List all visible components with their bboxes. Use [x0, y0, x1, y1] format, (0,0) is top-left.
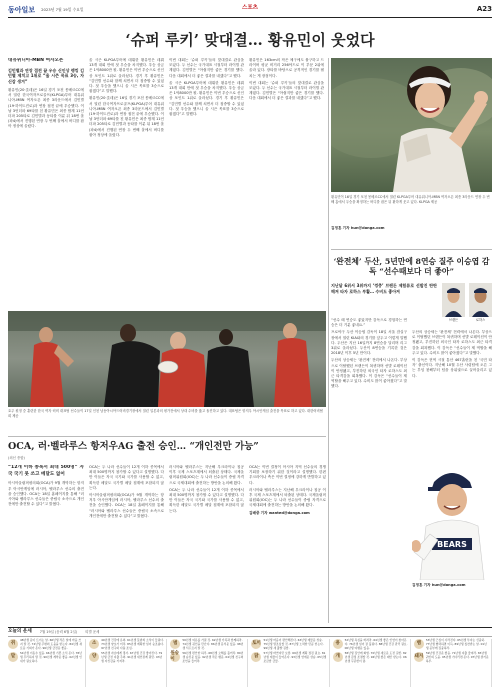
player-name-1: 브랜든: [448, 318, 459, 322]
fortune-item: [8, 652, 83, 663]
article1-headline: ‘슈퍼 루키’ 맞대결… 황유민이 웃었다: [125, 31, 375, 49]
fortune-text: 59년생 건강운 좋음. 71년생 지출 줄여라. 83년생 귀인의 도움. 95년생 기다리면 온다. 07년생 즐거운 하루.: [425, 651, 489, 663]
section-label: 스포츠: [242, 5, 258, 11]
fortune-column: [251, 639, 329, 687]
masthead: [8, 4, 492, 18]
article1-paragraph: 이번 대회는 ‘슈퍼 루키’들의 맞대결로 관심을 모았다. 두 선수는 국가대표 시절부터 라이벌 관계였다. 김민별은 “아쉽지만 좋은 경기를 했다. 다음 대회에서 더 좋은 결과를 내겠다”고 했다.: [169, 58, 244, 78]
fortune-item: [251, 639, 326, 650]
article1-column-2: [89, 58, 164, 305]
golfer-photo-image: [331, 58, 492, 192]
issue-date: 2023년 7월 19일 수요일: [41, 7, 84, 13]
fortune-item: [333, 652, 408, 663]
player-name-2: 로하스: [475, 318, 486, 322]
article3-lede: 지난달 6위서 3위까지 ‘껑충’ 브랜든 제합류로 선발진 탄탄해져 타자 로하스 부활… 수비도 좋아져: [331, 283, 437, 294]
fortune-item: [414, 652, 489, 663]
newspaper-logo: 동아일보: [8, 5, 36, 14]
article2-paragraph: OCA는 이번 결정이 아시아 지역 선수들의 경쟁 기회를 보장하기 위한 것이라고 설명했다. 한편 우크라이나 측은 이번 결정에 강하게 반발하고 있다.: [249, 465, 326, 485]
divider: [331, 249, 492, 250]
article3-lede-block: [331, 283, 437, 315]
golfer-photo-caption: 황유민이 16일 경기 포천 몽베르CC에서 열린 KLPGA투어 대유위니아-MBN 여자오픈 최종 3라운드 연장 두 번째 홀에서 우승을 확정하는 버디를 잡은 뒤 환하게 웃고 있다. KLPGA 제공: [331, 195, 490, 204]
fortune-text: 49년생 건강에 유의. 61년생 뜻밖의 소식이 들린다. 73년생 양보가 미덕. 85년생 계획한 일이 순조롭다. 97년생 친구와 다툼 조심.: [101, 638, 165, 650]
article2-byline: 김배중 기자 wanted@donga.com: [249, 510, 310, 515]
zodiac-icon: 소: [89, 639, 99, 649]
divider: [8, 436, 326, 437]
fortune-column: [414, 639, 492, 687]
article2-source: (외신 종합): [8, 456, 25, 460]
fortune-item: [89, 652, 164, 663]
fortune-text: 48년생 운이 트이는 날. 60년생 작은 일에 마음 쓰지 말 것. 72년생 주변의 도움을 받는다. 84년생 새로운 기회가 온다. 96년생 금전운 좋음.: [20, 638, 82, 650]
fortune-text: 53년생 근심이 사라진다. 65년생 투자는 신중히. 77년생 협력하면 이득. 89년생 칭찬받는 날. 01년생 공부에 집중하라.: [425, 638, 487, 650]
article1-lede: 김민별과 연장 접전 끝 우승 신인상 랭킹 김민별 제치고 1위로 “올 시즌 목표 3승, 자신감 생겨”: [8, 67, 84, 85]
fortune-text: 51년생 마음이 편안해진다. 63년생 재물운 상승. 75년생 말조심할 것. 87년생 노력한 만큼 얻는다. 99년생 새 출발 길함.: [263, 638, 324, 650]
article2-paragraph: 러시아와 벨라루스는 지난해 우크라이나 침공 이후 국제 스포츠계에서 퇴출된 상태다. 국제올림픽위원회(IOC)는 두 나라 선수들이 중립 자격으로 국제대회에 출전하는 방안을 논의해 왔다.: [249, 487, 326, 508]
fortune-note: 띠별 운세: [85, 629, 100, 634]
article1-paragraph: 올 시즌 KLPGA투어에 데뷔한 황유민은 데뷔 13개 대회 만에 첫 우승을 차지했다. 우승 상금은 1억8000만 원. 황유민은 이번 우승으로 신인상 포인트 1위로 올라섰다. 경기 후 황유민은 “김민별 선수와 함께 치면서 더 집중할 수 있었다. 첫 우승을 했으니 올 시즌 목표를 3승으로 잡겠다”고 말했다.: [89, 58, 164, 94]
zodiac-icon: 범: [170, 639, 180, 649]
fortune-date: 7월 19일 (음력 6월 2일): [39, 629, 78, 634]
article2-column-1: [8, 465, 84, 623]
fortune-text: 58년생 집안에 화합. 70년생 새로운 도전 길함. 82년생 감정 조절할 것. 94년생 좋은 제안 받는다. 06년생 꾸준함이 답.: [344, 651, 407, 663]
article3-paragraph: “선수 때 연승도 좋았지만 감독으로 경험하는 연승은 더 기분 좋네요.”: [331, 318, 407, 328]
zodiac-icon: 돼지: [414, 652, 424, 662]
fortune-text: 52년생 욕심을 버려라. 64년생 좋은 인연이 찾아온다. 76년생 일이 잘 풀린다. 88년생 건강 관리 필요. 00년생 여행운 있음.: [344, 638, 408, 650]
article3-paragraph: 두산의 상승세는 ‘완전체’ 전력에서 나온다. 부상으로 이탈했던 브랜든이 복귀하며 선발 로테이션이 안정됐고, 부진하던 외국인 타자 로하스도 최근 타격감을 회복했다. 이 감독은 “선수들이 제 역할을 해주고 있다. 수비도 많이 좋아졌다”고 말했다.: [412, 330, 492, 355]
fortune-column: [8, 639, 86, 687]
article1-column-1: [8, 58, 84, 305]
zodiac-icon: 토끼: [251, 639, 261, 649]
fortune-grid: [8, 639, 492, 687]
zodiac-icon: 원숭이: [170, 650, 180, 663]
zodiac-icon: 뱀: [414, 639, 424, 649]
article1-paragraph: 황유민(20·롯데)은 16일 경기 포천 몽베르CC에서 열린 한국여자프로골프(KLPGA)투어 대유위니아-MBN 여자오픈 최종 3라운드에서 김민별(19·하이트진로)과 연장 접전 끝에 우승했다. 이날 3언더파 69타를 친 황유민은 최종 합계 11언더파 205타로 김민별과 동타를 이룬 뒤 18번 홀(파4)에서 진행된 연장 두 번째 홀에서 버디를 잡아 정상에 올랐다.: [8, 88, 84, 129]
fortune-column: [89, 639, 167, 687]
article3-paragraph: 두산의 상승세는 ‘완전체’ 전력에서 나온다. 부상으로 이탈했던 브랜든이 복귀하며 선발 로테이션이 안정됐고, 부진하던 외국인 타자 로하스도 최근 타격감을 회복했다. 이 감독은 “선수들이 제 역할을 해주고 있다. 수비도 많이 좋아졌다”고 말했다.: [331, 358, 407, 389]
rugby-photo-image: [8, 311, 326, 407]
fortune-column: [170, 639, 248, 687]
article1-byline: 김정훈 기자 hun@donga.com: [331, 226, 385, 230]
fortune-text: 50년생 여유를 가질 것. 62년생 가족과 함께하라. 74년생 귀인을 만난다. 86년생 문서운 있음. 98년생 서두르지 말 것.: [182, 638, 244, 650]
article2-column-3: [169, 465, 244, 623]
zodiac-icon: 개: [333, 652, 343, 662]
article3-column-1: [331, 318, 407, 618]
article1-column-4: [249, 58, 324, 305]
zodiac-icon: 닭: [251, 652, 261, 662]
article2-column-2: [89, 465, 164, 623]
page-number: A23: [476, 5, 492, 13]
article3-headline: ‘완전체’ 두산, 5년만에 8연승 질주 이승엽 감독 “선수때보다 더 좋아”: [333, 257, 490, 276]
player-headshots: [442, 283, 492, 325]
fortune-item: [170, 652, 245, 663]
fortune-item: [170, 639, 245, 650]
fortune-column: [333, 639, 411, 687]
article1-kicker: 대유위니아-MBN 여자오픈: [8, 58, 64, 63]
zodiac-icon: 양: [89, 652, 99, 662]
fortune-item: [414, 639, 489, 650]
article3-byline: 김정훈 기자 hun@donga.com: [412, 583, 466, 587]
fortune-item: [251, 652, 326, 663]
article3-paragraph: 이 감독은 현역 시절 통산 467홈런을 친 ‘국민 타자’ 출신이다. 지난해 10월 두산 사령탑에 오른 그는 부임 첫해부터 팀을 상위권으로 끌어올리고 있다.: [412, 358, 492, 378]
fortune-text: 56년생 편안한 하루. 68년생 오해를 풀어라. 80년생 승진운 있음. 92년생 작은 행운. 04년생 친구의 조언을 들어라.: [182, 651, 244, 663]
article2-paragraph: OCA는 두 나라 선수들이 12개 이하 종목에서 최대 500명까지 참가할 수 있다고 설명했다. 다만 이들은 자국 국기와 국가를 사용할 수 없고, 획득한 메달도 국가별 메달 집계에 포함되지 않는다.: [169, 487, 244, 513]
article2-paragraph: 아시아올림픽평의회(OCA)가 9월 개막하는 항저우 아시안게임에 러시아, 벨라루스 선수의 출전을 승인했다. OCA는 18일 홈페이지를 통해 “러시아와 벨라루스 선수들은 중립국 소속으로 개인전에만 출전할 수 있다”고 밝혔다.: [89, 493, 164, 518]
rugby-photo: [8, 311, 326, 407]
article2-paragraph: OCA는 두 나라 선수들이 12개 이하 종목에서 최대 500명까지 참가할 수 있다고 설명했다. 다만 이들은 자국 국기와 국가를 사용할 수 없고, 획득한 메달도 국가별 메달 집계에 포함되지 않는다.: [89, 465, 164, 490]
zodiac-icon: 용: [333, 639, 343, 649]
golfer-photo: [331, 58, 492, 192]
column-separator: [328, 58, 329, 623]
fortune-item: [333, 639, 408, 650]
article1-paragraph: 올 시즌 KLPGA투어에 데뷔한 황유민은 데뷔 13개 대회 만에 첫 우승을 차지했다. 우승 상금은 1억8000만 원. 황유민은 이번 우승으로 신인상 포인트 1위로 올라섰다. 경기 후 황유민은 “김민별 선수와 함께 치면서 더 집중할 수 있었다. 첫 우승을 했으니 올 시즌 목표를 3승으로 잡겠다”고 말했다.: [169, 80, 244, 117]
fortune-item: [89, 639, 164, 650]
fortune-text: 57년생 바쁘지만 보람. 69년생 계획 점검 필요. 81년생 재물이 들어온다. 93년생 연애운 상승. 05년생 조급함 금물.: [263, 651, 327, 663]
article2-column-4: [249, 465, 326, 623]
article2-paragraph: 아시아올림픽평의회(OCA)가 9월 개막하는 항저우 아시안게임에 러시아, 벨라루스 선수의 출전을 승인했다. OCA는 18일 홈페이지를 통해 “러시아와 벨라루스 선수들은 중립국 소속으로 개인전에만 출전할 수 있다”고 밝혔다.: [8, 481, 84, 507]
article1-column-3: [169, 58, 244, 305]
fortune-header: [8, 627, 492, 637]
manager-photo-image: [412, 460, 492, 580]
article2-paragraph: 러시아와 벨라루스는 지난해 우크라이나 침공 이후 국제 스포츠계에서 퇴출된 상태다. 국제올림픽위원회(IOC)는 두 나라 선수들이 중립 자격으로 국제대회에 출전하는 방안을 논의해 왔다.: [169, 465, 244, 485]
article1-paragraph: 이번 대회는 ‘슈퍼 루키’들의 맞대결로 관심을 모았다. 두 선수는 국가대표 시절부터 라이벌 관계였다. 김민별은 “아쉽지만 좋은 경기를 했다. 다음 대회에서 더 좋은 결과를 내겠다”고 했다.: [249, 80, 324, 101]
manager-photo: [412, 460, 492, 580]
article3-paragraph: 프로야구 두산 이승엽 감독이 18일 서울 잠실구장에서 열린 KIA와의 경기를 앞두고 이렇게 말했다. 두산은 지난 16일까지 8연승을 달리며 리그 3위로 올라섰다. 두산이 8연승을 기록한 것은 2018년 이후 5년 만이다.: [331, 330, 407, 356]
article2-headline: OCA, 러·벨라루스 항저우AG 출전 승인… “개인전만 가능”: [8, 441, 259, 452]
article3-column-2: [412, 330, 492, 460]
fortune-text: 55년생 자손에게 경사. 67년생 건강 좋아진다. 79년생 금전 지출 주의. 91년생 대인관계 원만. 03년생 자신감을 가져라.: [101, 651, 163, 663]
rugby-photo-caption: 호주 원정 중 훈련한 한국 여자 럭비 대표팀 선수들이 17일 인천 남동아시아드럭비경기장에서 열린 일본과의 평가전에서 상대 수비를 뚫고 돌진하고 있다. 대표팀은 항저우 아시안게임 출전을 목표로 하고 있다. 대한럭비협회 제공: [8, 409, 323, 418]
article1-paragraph: 황유민은 163cm의 작은 체구에도 불구하고 드라이버 평균 비거리 256야드로 이 부문 2위에 올라 있다. 장타를 바탕으로 공격적인 경기를 펼치는 게 장점이다.: [249, 58, 324, 78]
fortune-text: 54년생 이동수 있음. 66년생 기쁜 소식 온다. 78년생 무리하지 말 것. 90년생 계약운 좋음. 02년생 인내가 필요하다.: [20, 651, 82, 663]
article1-paragraph: 황유민(20·롯데)은 16일 경기 포천 몽베르CC에서 열린 한국여자프로골프(KLPGA)투어 대유위니아-MBN 여자오픈 최종 3라운드에서 김민별(19·하이트진로)과 연장 접전 끝에 우승했다. 이날 3언더파 69타를 친 황유민은 최종 합계 11언더파 205타로 김민별과 동타를 이룬 뒤 18번 홀(파4)에서 진행된 연장 두 번째 홀에서 버디를 잡아 정상에 올랐다.: [89, 96, 164, 137]
article2-kicker: “12개 이하 종목서 최대 500명” 자국 국기 못 쓰고 메달도 없어: [8, 465, 84, 477]
fortune-item: [8, 639, 83, 650]
zodiac-icon: 쥐: [8, 639, 18, 649]
zodiac-icon: 말: [8, 652, 18, 662]
svg-text:BEARS: BEARS: [437, 540, 467, 549]
fortune-title: 오늘의 운세: [8, 628, 32, 634]
